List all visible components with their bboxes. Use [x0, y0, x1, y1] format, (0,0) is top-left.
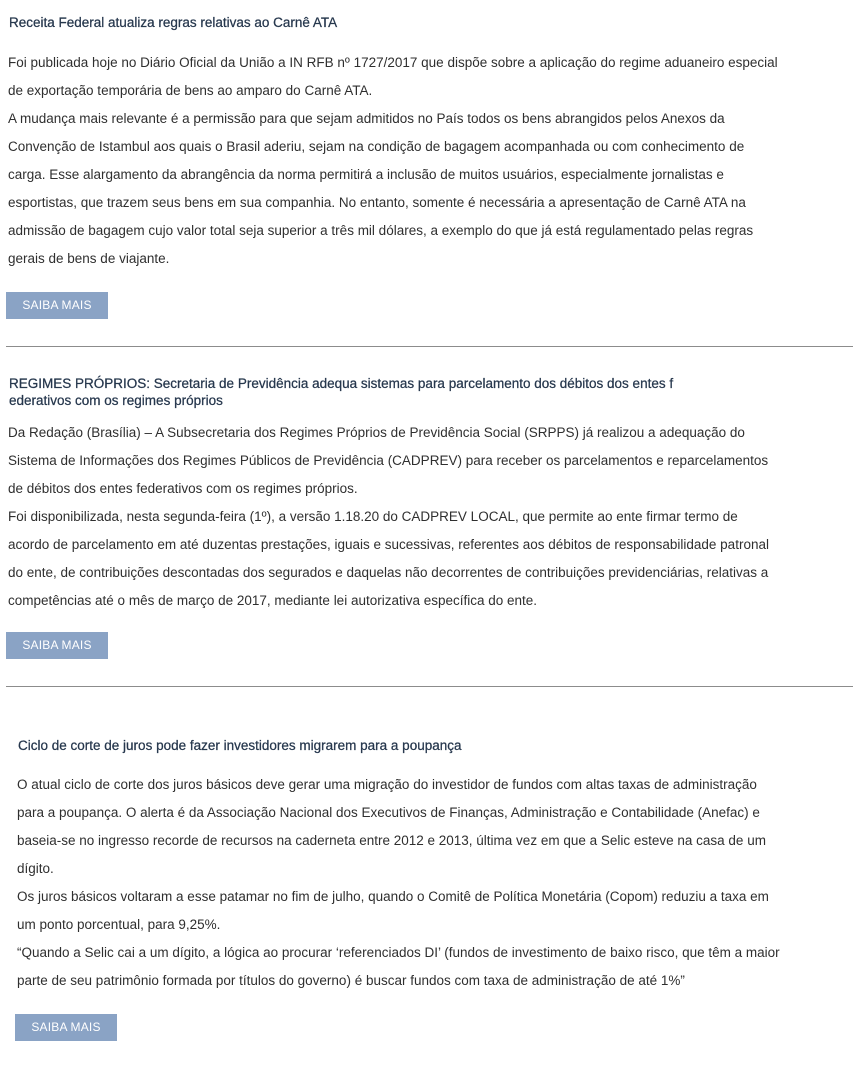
article-line: de débitos dos entes federativos com os regimes próprios. — [8, 481, 358, 496]
article-line: carga. Esse alargamento da abrangência da norma permitirá a inclusão de muitos usuários, especialmente jornalistas e — [8, 167, 724, 182]
article-divider — [6, 346, 853, 347]
article-title-line: ederativos com os regimes próprios — [9, 393, 223, 408]
article-line: de exportação temporária de bens ao amparo do Carnê ATA. — [8, 83, 373, 98]
article-line: baseia-se no ingresso recorde de recursos na caderneta entre 2012 e 2013, última vez em que a Selic esteve na casa de um — [17, 833, 766, 848]
article-title-line: REGIMES PRÓPRIOS: Secretaria de Previdência adequa sistemas para parcelamento dos débitos dos entes f — [9, 376, 674, 391]
article-line: parte de seu patrimônio formada por títulos do governo) é buscar fundos com taxa de administração de até 1%” — [17, 973, 685, 988]
article-line: Sistema de Informações dos Regimes Públicos de Previdência (CADPREV) para receber os parcelamentos e reparcelamentos — [8, 453, 769, 468]
article-line: esportistas, que trazem seus bens em sua companhia. No entanto, somente é necessária a apresentação de Carnê ATA na — [8, 195, 746, 210]
article-line: para a poupança. O alerta é da Associação Nacional dos Executivos de Finanças, Administração e Contabilidade (Anefac) e — [17, 805, 760, 820]
article-title: Ciclo de corte de juros pode fazer investidores migrarem para a poupança — [18, 738, 462, 753]
article-line: O atual ciclo de corte dos juros básicos deve gerar uma migração do investidor de fundos com altas taxas de administração — [17, 777, 757, 792]
article-line: do ente, de contribuições descontadas dos segurados e daquelas não decorrentes de contribuições previdenciárias, relativas a — [8, 565, 769, 580]
article-line: Foi publicada hoje no Diário Oficial da União a IN RFB nº 1727/2017 que dispõe sobre a aplicação do regime aduaneiro especial — [8, 55, 778, 70]
saiba-mais-button[interactable]: SAIBA MAIS — [6, 632, 108, 659]
article-title: Receita Federal atualiza regras relativas ao Carnê ATA — [9, 15, 338, 30]
saiba-mais-button[interactable]: SAIBA MAIS — [6, 292, 108, 319]
article-line: gerais de bens de viajante. — [8, 251, 170, 266]
article-line: dígito. — [17, 861, 54, 876]
article-line: admissão de bagagem cujo valor total seja superior a três mil dólares, a exemplo do que já está regulamentado pelas regras — [8, 223, 754, 238]
article-body — [17, 771, 847, 995]
saiba-mais-button[interactable]: SAIBA MAIS — [15, 1014, 117, 1041]
article-line: Foi disponibilizada, nesta segunda-feira (1º), a versão 1.18.20 do CADPREV LOCAL, que permite ao ente firmar termo de — [8, 509, 738, 524]
article-divider — [6, 686, 853, 687]
article-line: Convenção de Istambul aos quais o Brasil aderiu, sejam na condição de bagagem acompanhada ou com conhecimento de — [8, 139, 745, 154]
article-body — [8, 49, 838, 273]
article-line: “Quando a Selic cai a um dígito, a lógica ao procurar ‘referenciados DI’ (fundos de investimento de baixo risco, que têm a maior — [17, 945, 780, 960]
article-line: Da Redação (Brasília) – A Subsecretaria dos Regimes Próprios de Previdência Social (SRPPS) já realizou a adequação do — [8, 425, 745, 440]
article-line: competências até o mês de março de 2017, mediante lei autorizativa específica do ente. — [8, 593, 538, 608]
article-title — [9, 375, 673, 409]
article-line: Os juros básicos voltaram a esse patamar no fim de julho, quando o Comitê de Política Monetária (Copom) reduziu a taxa em — [17, 889, 769, 904]
article-line: A mudança mais relevante é a permissão para que sejam admitidos no País todos os bens abrangidos pelos Anexos da — [8, 111, 725, 126]
article-line: acordo de parcelamento em até duzentas prestações, iguais e sucessivas, referentes aos débitos de responsabilidade patronal — [8, 537, 769, 552]
article-line: um ponto porcentual, para 9,25%. — [17, 917, 221, 932]
article-body — [8, 419, 838, 615]
